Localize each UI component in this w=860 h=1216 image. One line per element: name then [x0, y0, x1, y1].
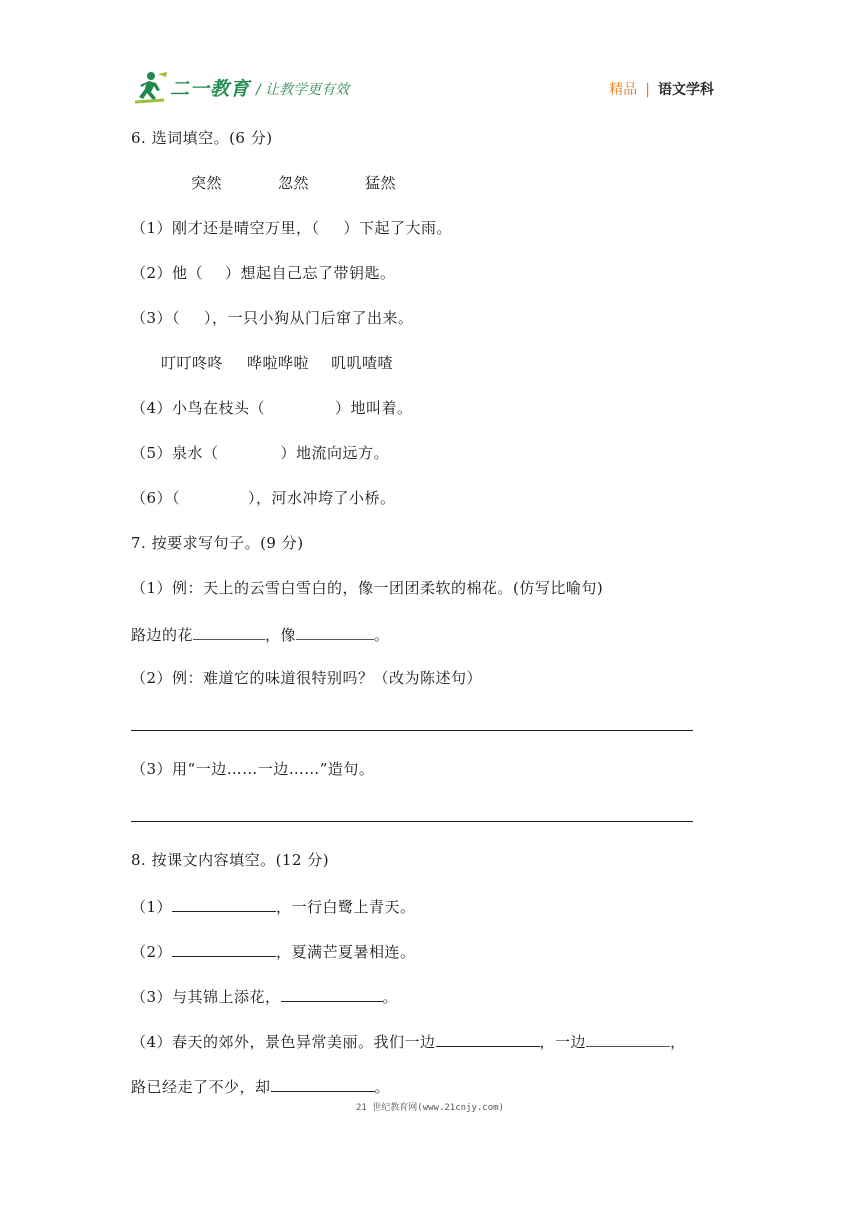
q6-item-1 [131, 218, 452, 238]
word-option: 猛然 [365, 174, 397, 192]
q6-item-2-text: （2）他（ [131, 264, 204, 282]
q7-item-1: （1）例：天上的云雪白雪白的，像一团团柔软的棉花。(仿写比喻句) [131, 579, 604, 597]
q8-item-4-text: ， [670, 1033, 686, 1051]
q6-item-4-text: （4）小鸟在枝头（ [131, 399, 266, 417]
q6-item-2-text: ）想起自己忘了带钥匙。 [225, 264, 396, 282]
q6-item-5-text: （5）泉水（ [131, 444, 219, 462]
answer-blank[interactable] [193, 623, 265, 640]
q6-item-1-text: （1）刚才还是晴空万里，（ [131, 219, 320, 237]
slogan: / 让教学更有效 [256, 82, 350, 98]
q8-item-4-text: 。 [374, 1078, 391, 1096]
q8-item-1 [131, 895, 416, 917]
q8-item-4-cont [131, 1075, 390, 1097]
q8-item-2-text: （2） [131, 943, 173, 961]
q7-item-3: （3）用“一边……一边……”造句。 [131, 760, 375, 778]
q8-item-2 [131, 940, 416, 962]
q6-item-6 [131, 488, 396, 508]
q7-fill-text: ，像 [265, 626, 297, 644]
q6-item-3-text: （3）（ [131, 309, 181, 327]
q8-item-1-text: ，一行白鹭上青天。 [276, 898, 416, 916]
answer-line[interactable] [131, 821, 693, 822]
q6-item-6-text: ），河水冲垮了小桥。 [248, 489, 396, 507]
q6-item-2 [131, 263, 396, 283]
header-subject-tag [609, 79, 714, 99]
q6-item-4 [131, 398, 413, 418]
q7-item-2: （2）例：难道它的味道很特别吗？（改为陈述句） [131, 669, 483, 687]
answer-blank[interactable] [586, 1030, 670, 1047]
q7-fill-text: 路边的花 [131, 626, 194, 644]
q6-item-3 [131, 308, 414, 328]
q6-title: 6. 选词填空。(6 分) [131, 129, 273, 147]
premium-badge: 精品 [609, 82, 638, 98]
q8-item-4 [131, 1030, 686, 1052]
q6-word-bank-b [161, 353, 393, 373]
q8-item-3-text: 。 [382, 988, 399, 1006]
q8-item-3 [131, 985, 398, 1007]
q8-item-1-text: （1） [131, 898, 173, 916]
page-header [134, 70, 714, 106]
page-footer: 21 世纪教育网(www.21cnjy.com) [356, 1103, 504, 1113]
q8-item-4-text: ，一边 [539, 1033, 587, 1051]
q8-item-2-text: ，夏满芒夏暑相连。 [276, 943, 416, 961]
answer-blank[interactable] [296, 623, 374, 640]
word-option: 忽然 [278, 174, 310, 192]
q7-title: 7. 按要求写句子。(9 分) [131, 534, 304, 552]
q6-item-1-text: ）下起了大雨。 [343, 219, 453, 237]
word-option: 叽叽喳喳 [331, 354, 394, 372]
word-option: 叮叮咚咚 [161, 354, 224, 372]
subject-label: 语文学科 [658, 82, 714, 98]
q8-item-4-text: 路已经走了不少，却 [131, 1078, 271, 1096]
answer-blank[interactable] [271, 1075, 375, 1092]
answer-blank[interactable] [281, 985, 383, 1002]
runner-logo-icon [134, 70, 170, 106]
q6-item-5 [131, 443, 389, 463]
q6-item-3-text: ），一只小狗从门后窜了出来。 [204, 309, 414, 327]
q6-item-4-text: ）地叫着。 [335, 399, 413, 417]
q6-item-5-text: ）地流向远方。 [280, 444, 390, 462]
header-separator: | [645, 82, 650, 98]
answer-blank[interactable] [172, 895, 276, 912]
q7-fill-text: 。 [374, 626, 390, 644]
q8-item-3-text: （3）与其锦上添花， [131, 988, 281, 1006]
q8-title: 8. 按课文内容填空。(12 分) [131, 851, 330, 869]
word-option: 哗啦哗啦 [247, 354, 310, 372]
answer-blank[interactable] [172, 940, 276, 957]
answer-blank[interactable] [436, 1030, 540, 1047]
q8-item-4-text: （4）春天的郊外，景色异常美丽。我们一边 [131, 1033, 436, 1051]
q7-item-1-fill [131, 623, 390, 645]
answer-line[interactable] [131, 730, 693, 731]
logo-text: 二一教育 [170, 78, 251, 100]
word-option: 突然 [191, 174, 223, 192]
q6-item-6-text: （6）（ [131, 489, 181, 507]
q6-word-bank-a [191, 173, 396, 193]
